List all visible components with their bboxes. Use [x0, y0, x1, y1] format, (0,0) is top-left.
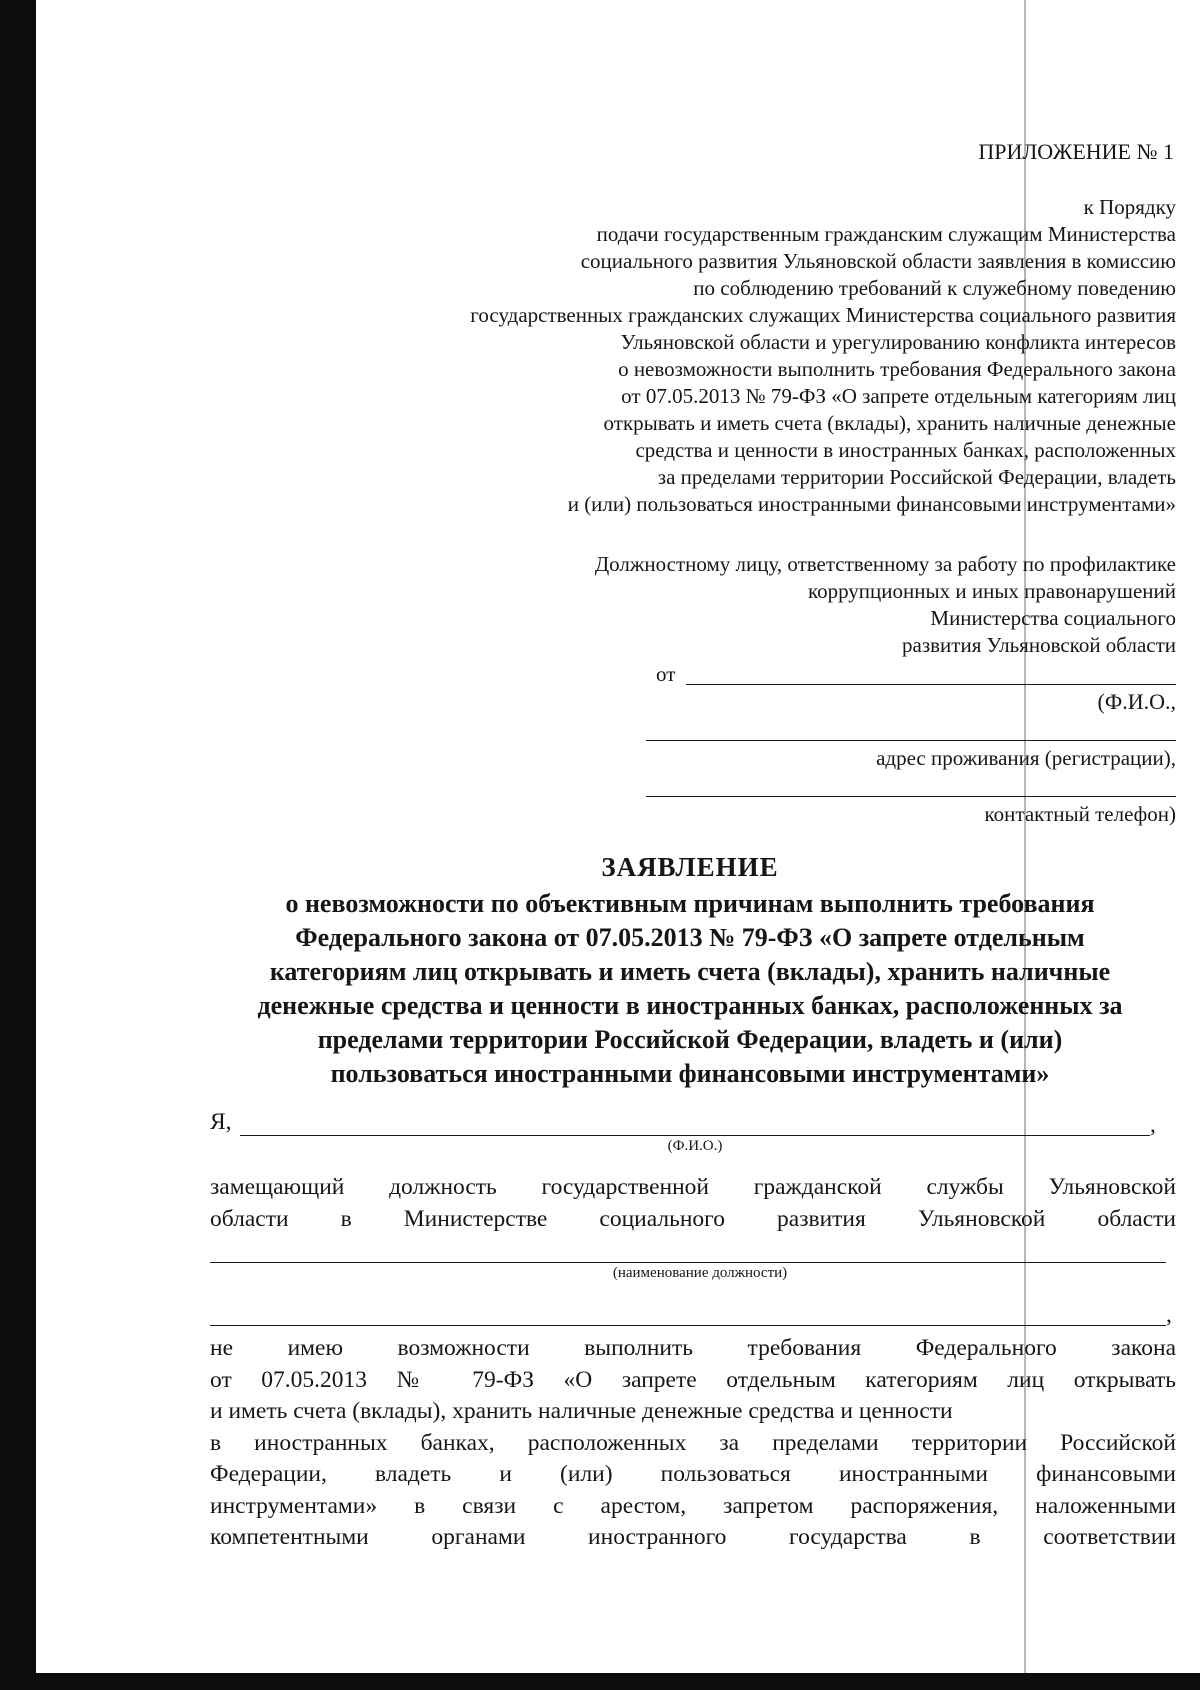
paragraph-line: компетентными органами иностранного государства в соответствии	[210, 1524, 1176, 1550]
paragraph-line: и иметь счета (вклады), хранить наличные денежные средства и ценности	[210, 1398, 953, 1424]
scan-border-left	[0, 0, 36, 1690]
appendix-line: по соблюдению требований к служебному поведению	[693, 276, 1176, 300]
appendix-line: государственных гражданских служащих Министерства социального развития	[470, 303, 1176, 327]
phone-hint: контактный телефон)	[984, 802, 1176, 826]
addressee-line: развития Ульяновской области	[902, 633, 1176, 657]
subtitle-line: пределами территории Российской Федерации, владеть и (или)	[317, 1025, 1063, 1054]
paragraph-line: в иностранных банках, расположенных за пределами территории Российской	[210, 1429, 1176, 1456]
position-caption: (наименование должности)	[612, 1265, 788, 1281]
scan-border-bottom	[0, 1673, 1200, 1690]
position-line-blank	[210, 1262, 1166, 1263]
statement-title: ЗАЯВЛЕНИЕ	[601, 852, 779, 882]
appendix-title: ПРИЛОЖЕНИЕ № 1	[978, 139, 1174, 164]
second-position-line	[210, 1325, 1166, 1326]
statement-subtitle	[190, 887, 1190, 1091]
paragraph-line: не имею возможности выполнить требования Федерального закона	[210, 1335, 1176, 1361]
phone-line	[646, 796, 1176, 797]
appendix-line: Ульяновской области и урегулированию конфликта интересов	[620, 330, 1176, 354]
paragraph-line: Федерации, владеть и (или) пользоваться иностранными финансовыми	[210, 1461, 1176, 1487]
subtitle-line: денежные средства и ценности в иностранных банках, расположенных за	[257, 991, 1123, 1020]
fio-caption: (Ф.И.О.)	[667, 1138, 723, 1154]
position-text	[210, 1172, 1176, 1235]
from-label: от	[656, 662, 676, 686]
appendix-line: за пределами территории Российской Федерации, владеть	[657, 465, 1176, 489]
appendix-line: средства и ценности в иностранных банках, расположенных	[635, 438, 1176, 462]
applicant-fio-line	[240, 1135, 1150, 1136]
position-comma: ,	[1166, 1302, 1172, 1328]
ya-label: Я,	[210, 1109, 232, 1135]
appendix-line: социального развития Ульяновской области заявления в комиссию	[580, 249, 1176, 273]
appendix-line: к Порядку	[1083, 195, 1176, 219]
subtitle-line: категориям лиц открывать и иметь счета (вклады), хранить наличные	[269, 957, 1111, 986]
appendix-reference	[320, 194, 1176, 518]
statement-paragraph	[210, 1333, 1176, 1554]
appendix-line: от 07.05.2013 № 79-ФЗ «О запрете отдельным категориям лиц	[621, 384, 1176, 408]
appendix-line: подачи государственным гражданским служащим Министерства	[596, 222, 1176, 246]
subtitle-line: о невозможности по объективным причинам выполнить требования	[285, 889, 1095, 918]
subtitle-line: пользоваться иностранными финансовыми инструментами»	[330, 1059, 1050, 1088]
address-line	[646, 740, 1176, 741]
addressee-line: Должностному лицу, ответственному за работу по профилактике	[594, 552, 1176, 576]
addressee-block	[420, 551, 1176, 659]
appendix-line: и (или) пользоваться иностранными финансовыми инструментами»	[567, 492, 1176, 516]
paragraph-line: инструментами» в связи с арестом, запретом распоряжения, наложенными	[210, 1492, 1176, 1519]
position-line: замещающий должность государственной гражданской службы Ульяновской	[210, 1174, 1176, 1200]
from-fio-line	[686, 684, 1176, 685]
addressee-line: коррупционных и иных правонарушений	[807, 579, 1176, 603]
fio-hint: (Ф.И.О.,	[1097, 689, 1176, 714]
addressee-line: Министерства социального	[930, 606, 1176, 630]
appendix-line: о невозможности выполнить требования Федерального закона	[618, 357, 1176, 381]
position-line: области в Министерстве социального развития Ульяновской области	[210, 1205, 1176, 1232]
paragraph-line: от 07.05.2013 № 79-ФЗ «О запрете отдельным категориям лиц открывать	[210, 1366, 1176, 1393]
address-hint: адрес проживания (регистрации),	[876, 746, 1176, 770]
fio-comma: ,	[1150, 1112, 1156, 1138]
appendix-line: открывать и иметь счета (вклады), хранить наличные денежные	[603, 411, 1176, 435]
subtitle-line: Федерального закона от 07.05.2013 № 79-ФЗ «О запрете отдельным	[295, 923, 1085, 952]
